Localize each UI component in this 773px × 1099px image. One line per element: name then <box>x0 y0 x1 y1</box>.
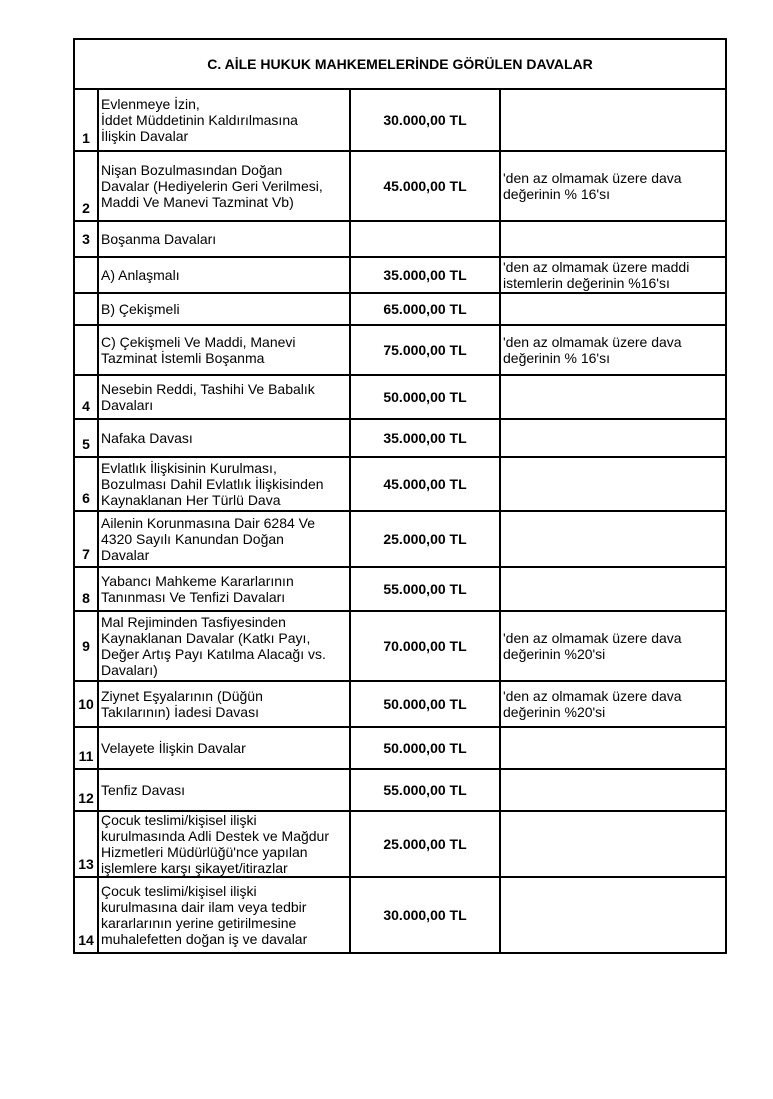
row-number <box>74 257 98 293</box>
case-type <box>98 511 350 567</box>
text-line: 'den az olmamak üzere dava <box>503 334 682 350</box>
row-number: 13 <box>74 811 98 877</box>
text-line: Ziynet Eşyalarının (Düğün <box>101 688 263 704</box>
fee-note <box>500 727 726 769</box>
case-type <box>98 151 350 221</box>
fee-amount <box>350 221 500 257</box>
text-line: Evlatlık İlişkisinin Kurulması, <box>101 460 277 476</box>
table-row <box>74 419 726 457</box>
fee-note <box>500 877 726 953</box>
row-number: 6 <box>74 457 98 511</box>
table-row <box>74 611 726 681</box>
fee-amount: 50.000,00 TL <box>350 681 500 727</box>
table-row <box>74 769 726 811</box>
case-type <box>98 419 350 457</box>
title-row <box>74 39 726 89</box>
case-type <box>98 681 350 727</box>
text-line: istemlerin değerinin %16'sı <box>503 275 670 291</box>
table-row <box>74 567 726 611</box>
row-number <box>74 325 98 375</box>
fee-amount: 65.000,00 TL <box>350 293 500 325</box>
text-line: kararlarının yerine getirilmesine <box>101 915 297 931</box>
row-number: 5 <box>74 419 98 457</box>
text-line: 'den az olmamak üzere dava <box>503 630 682 646</box>
row-number: 8 <box>74 567 98 611</box>
fee-table <box>73 38 727 954</box>
fee-amount: 35.000,00 TL <box>350 257 500 293</box>
text-line: 4320 Sayılı Kanundan Doğan <box>101 531 284 547</box>
text-line: Hizmetleri Müdürlüğü'nce yapılan <box>101 844 308 860</box>
case-type <box>98 811 350 877</box>
text-line: Tenfiz Davası <box>101 782 186 798</box>
text-line: değerinin %20'si <box>503 704 606 720</box>
fee-amount: 45.000,00 TL <box>350 151 500 221</box>
text-line: muhalefetten doğan iş ve davalar <box>101 931 308 947</box>
row-number: 1 <box>74 89 98 151</box>
fee-note <box>500 419 726 457</box>
row-number: 3 <box>74 221 98 257</box>
text-line: Velayete İlişkin Davalar <box>101 740 246 756</box>
case-type <box>98 325 350 375</box>
case-type <box>98 877 350 953</box>
text-line: değerinin %20'si <box>503 646 606 662</box>
text-line: Boşanma Davaları <box>101 231 217 247</box>
case-type <box>98 89 350 151</box>
fee-amount: 50.000,00 TL <box>350 375 500 419</box>
table-row <box>74 293 726 325</box>
table-row <box>74 877 726 953</box>
fee-amount: 25.000,00 TL <box>350 511 500 567</box>
fee-amount: 50.000,00 TL <box>350 727 500 769</box>
fee-amount: 30.000,00 TL <box>350 89 500 151</box>
text-line: kurulmasında Adli Destek ve Mağdur <box>101 828 329 844</box>
text-line: Tazminat İstemli Boşanma <box>101 350 265 366</box>
fee-note <box>500 325 726 375</box>
fee-amount: 55.000,00 TL <box>350 769 500 811</box>
case-type <box>98 257 350 293</box>
fee-amount: 25.000,00 TL <box>350 811 500 877</box>
text-line: Tanınması Ve Tenfizi Davaları <box>101 589 286 605</box>
row-number: 10 <box>74 681 98 727</box>
text-line: İddet Müddetinin Kaldırılmasına <box>101 112 298 128</box>
text-line: Nafaka Davası <box>101 430 193 446</box>
case-type <box>98 611 350 681</box>
case-type <box>98 769 350 811</box>
text-line: kurulmasına dair ilam veya tedbir <box>101 899 307 915</box>
text-line: Ailenin Korunmasına Dair 6284 Ve <box>101 515 316 531</box>
fee-note <box>500 681 726 727</box>
text-line: değerinin % 16'sı <box>503 186 610 202</box>
text-line: Çocuk teslimi/kişisel ilişki <box>101 812 257 828</box>
table-row <box>74 325 726 375</box>
case-type <box>98 457 350 511</box>
fee-amount: 45.000,00 TL <box>350 457 500 511</box>
fee-amount: 35.000,00 TL <box>350 419 500 457</box>
table-row <box>74 457 726 511</box>
text-line: Değer Artış Payı Katılma Alacağı vs. <box>101 646 326 662</box>
table-row <box>74 811 726 877</box>
fee-amount: 75.000,00 TL <box>350 325 500 375</box>
table-row <box>74 511 726 567</box>
table-row <box>74 375 726 419</box>
text-line: Yabancı Mahkeme Kararlarının <box>101 573 294 589</box>
row-number: 7 <box>74 511 98 567</box>
text-line: B) Çekişmeli <box>101 301 180 317</box>
fee-note <box>500 511 726 567</box>
table-row <box>74 257 726 293</box>
fee-note <box>500 257 726 293</box>
text-line: 'den az olmamak üzere dava <box>503 170 682 186</box>
text-line: Davalar (Hediyelerin Geri Verilmesi, <box>101 178 323 194</box>
fee-note <box>500 567 726 611</box>
table-row <box>74 681 726 727</box>
text-line: Nesebin Reddi, Tashihi Ve Babalık <box>101 381 315 397</box>
case-type <box>98 293 350 325</box>
text-line: Davaları) <box>101 662 158 678</box>
text-line: Davalar <box>101 547 150 563</box>
case-type <box>98 567 350 611</box>
row-number: 12 <box>74 769 98 811</box>
fee-note <box>500 611 726 681</box>
fee-note <box>500 221 726 257</box>
text-line: A) Anlaşmalı <box>101 267 180 283</box>
text-line: 'den az olmamak üzere maddi <box>503 259 690 275</box>
fee-note <box>500 89 726 151</box>
case-type <box>98 221 350 257</box>
table-row <box>74 727 726 769</box>
fee-note <box>500 151 726 221</box>
row-number: 2 <box>74 151 98 221</box>
text-line: İlişkin Davalar <box>101 128 189 144</box>
fee-note <box>500 293 726 325</box>
row-number: 14 <box>74 877 98 953</box>
table-row <box>74 89 726 151</box>
text-line: işlemlere karşı şikayet/itirazlar <box>101 860 288 876</box>
table-title: C. AİLE HUKUK MAHKEMELERİNDE GÖRÜLEN DAVALAR <box>74 39 726 89</box>
row-number: 11 <box>74 727 98 769</box>
text-line: Davaları <box>101 397 154 413</box>
text-line: Mal Rejiminden Tasfiyesinden <box>101 614 286 630</box>
fee-amount: 55.000,00 TL <box>350 567 500 611</box>
case-type <box>98 375 350 419</box>
row-number <box>74 293 98 325</box>
fee-note <box>500 811 726 877</box>
text-line: Evlenmeye İzin, <box>101 96 200 112</box>
fee-note <box>500 375 726 419</box>
case-type <box>98 727 350 769</box>
table-row <box>74 221 726 257</box>
text-line: C) Çekişmeli Ve Maddi, Manevi <box>101 334 296 350</box>
text-line: 'den az olmamak üzere dava <box>503 688 682 704</box>
text-line: Kaynaklanan Davalar (Katkı Payı, <box>101 630 311 646</box>
text-line: Bozulması Dahil Evlatlık İlişkisinden <box>101 476 324 492</box>
text-line: Kaynaklanan Her Türlü Dava <box>101 492 281 508</box>
fee-note <box>500 769 726 811</box>
text-line: değerinin % 16'sı <box>503 350 610 366</box>
text-line: Çocuk teslimi/kişisel ilişki <box>101 883 257 899</box>
text-line: Nişan Bozulmasından Doğan <box>101 162 283 178</box>
fee-note <box>500 457 726 511</box>
fee-amount: 30.000,00 TL <box>350 877 500 953</box>
fee-amount: 70.000,00 TL <box>350 611 500 681</box>
row-number: 4 <box>74 375 98 419</box>
table-row <box>74 151 726 221</box>
text-line: Maddi Ve Manevi Tazminat Vb) <box>101 194 294 210</box>
text-line: Takılarının) İadesi Davası <box>101 704 259 720</box>
row-number: 9 <box>74 611 98 681</box>
